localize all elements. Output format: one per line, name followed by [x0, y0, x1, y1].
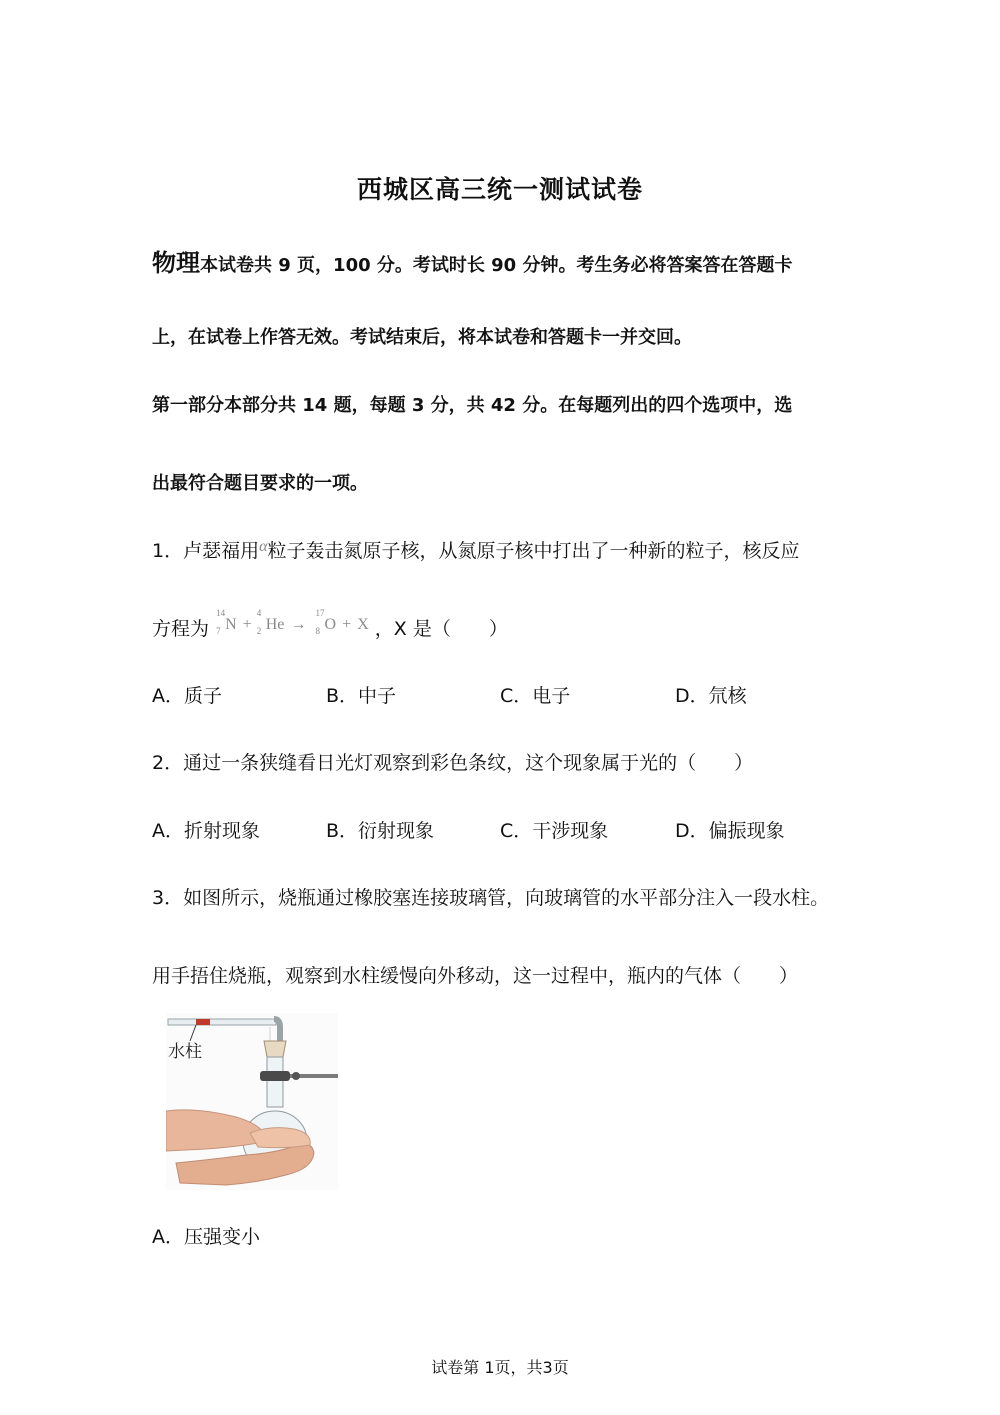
- arrow-icon: →: [290, 616, 307, 633]
- question-1-text-a: 1．卢瑟福用: [152, 540, 260, 562]
- question-1-text-b: 粒子轰击氮原子核，从氮原子核中打出了一种新的粒子，核反应: [267, 540, 800, 562]
- question-1-equation-suffix: ，X 是（ ）: [374, 618, 508, 640]
- intro-line-2: 上，在试卷上作答无效。考试结束后，将本试卷和答题卡一并交回。: [152, 327, 692, 348]
- plus-sign: +: [342, 616, 352, 633]
- question-1-line-1: [152, 536, 800, 563]
- nuclear-equation: [216, 608, 375, 636]
- question-2-option-c: C．干涉现象: [500, 820, 609, 842]
- helium-nucleus: 4 2 He: [256, 608, 285, 636]
- part1-line-1: 第一部分本部分共 14 题，每题 3 分，共 42 分。在每题列出的四个选项中，选: [152, 395, 793, 416]
- question-1-option-d: D．氘核: [675, 685, 747, 707]
- x-particle: X: [357, 616, 369, 633]
- question-3-line-1: 3．如图所示，烧瓶通过橡胶塞连接玻璃管，向玻璃管的水平部分注入一段水柱。: [152, 887, 830, 909]
- question-3-line-2: 用手捂住烧瓶，观察到水柱缓慢向外移动，这一过程中，瓶内的气体（ ）: [152, 965, 799, 987]
- page-title: 西城区高三统一测试试卷: [356, 175, 643, 204]
- question-1-option-c: C．电子: [500, 685, 571, 707]
- question-3-option-a: A．压强变小: [152, 1226, 260, 1248]
- intro-text-1: 本试卷共 9 页，100 分。考试时长 90 分钟。考生务必将答案答在答题卡: [200, 255, 793, 276]
- question-2-option-d: D．偏振现象: [675, 820, 785, 842]
- question-1-line-2: [152, 608, 508, 641]
- question-2-text: 2．通过一条狭缝看日光灯观察到彩色条纹，这个现象属于光的（ ）: [152, 752, 754, 774]
- question-1-option-a: A．质子: [152, 685, 222, 707]
- page-footer: 试卷第 1页，共3页: [431, 1358, 569, 1377]
- question-2-option-a: A．折射现象: [152, 820, 260, 842]
- question-1-equation-prefix: 方程为: [152, 618, 210, 640]
- nitrogen-nucleus: 14 7 N: [216, 608, 237, 636]
- question-2-option-b: B．衍射现象: [326, 820, 435, 842]
- subject-label: 物理: [152, 249, 200, 277]
- oxygen-nucleus: 17 8 O: [315, 608, 337, 636]
- figure-label: 水柱: [168, 1042, 202, 1062]
- plus-sign: +: [242, 616, 252, 633]
- flask-figure: [166, 1013, 338, 1190]
- part1-line-2: 出最符合题目要求的一项。: [152, 473, 368, 494]
- intro-line-1: [152, 243, 792, 278]
- question-1-option-b: B．中子: [326, 685, 397, 707]
- flask-illustration: [166, 1013, 338, 1190]
- water-column: [196, 1019, 210, 1025]
- alpha-symbol: α: [259, 538, 268, 555]
